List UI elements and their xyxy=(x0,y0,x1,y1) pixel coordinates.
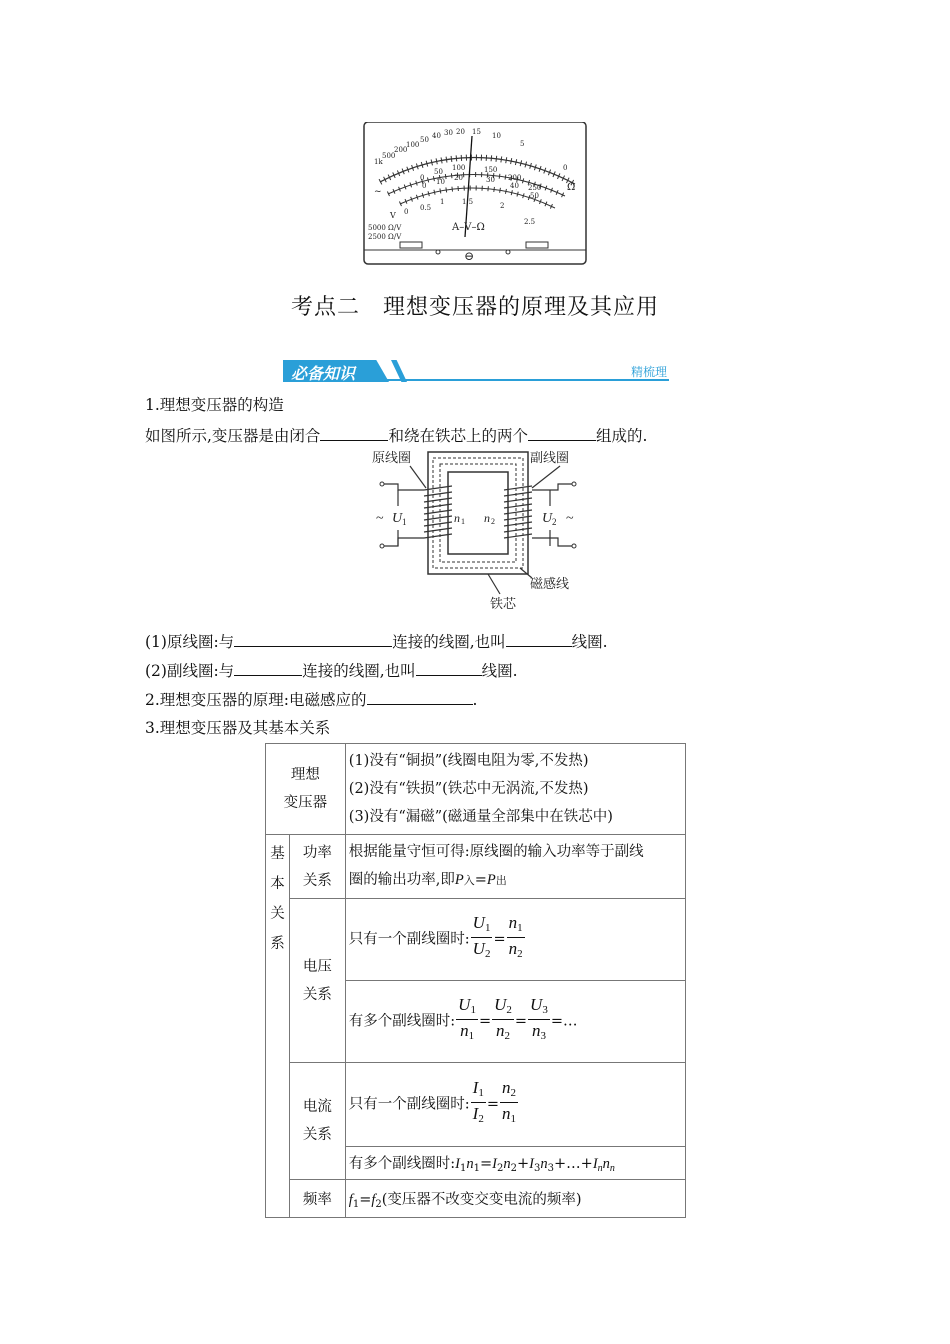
item2-b: . xyxy=(472,691,478,709)
subscript: n xyxy=(609,1163,615,1174)
meter-omega-label: Ω xyxy=(567,182,576,193)
subscript: 2 xyxy=(506,1004,512,1016)
meter-info-line-1: 5000 Ω/V xyxy=(368,224,402,232)
power-line-2: 关系 xyxy=(302,872,332,889)
n-symbol: n xyxy=(508,939,518,958)
power-text-line-2 xyxy=(349,866,685,895)
voltage-multi-cell xyxy=(345,981,685,1063)
ideal-transformer-label xyxy=(266,744,346,835)
answer-blank-primary-name[interactable] xyxy=(506,630,572,647)
tilde-left: ~ xyxy=(376,511,384,526)
meter-top-scale-label: 50 xyxy=(420,136,429,144)
n-symbol: n xyxy=(502,1104,511,1123)
current-line-2: 关系 xyxy=(302,1127,332,1143)
subscript: 2 xyxy=(504,1030,510,1042)
meter-low-scale-label: 1 xyxy=(440,198,445,206)
current-relation-label xyxy=(289,1063,345,1180)
ideal-condition-item: (1)没有“铜损”(线圈电阻为零,不发热) xyxy=(348,753,589,769)
subscript: 2 xyxy=(478,1113,484,1125)
meter-low-scale-label: 0.5 xyxy=(420,204,432,212)
subscript: 2 xyxy=(497,1163,504,1174)
subscript: 1 xyxy=(470,1004,476,1016)
item1-2-b: 连接的线圈,也叫 xyxy=(302,662,416,680)
meter-mid2-scale-label: 40 xyxy=(510,182,519,190)
subscript: 1 xyxy=(517,922,523,934)
subscript: 2 xyxy=(510,1163,518,1174)
meter-low-scale-label: 2.5 xyxy=(524,218,536,226)
voltage-ratio-u xyxy=(471,914,493,965)
item2 xyxy=(145,688,477,711)
meter-mid-scale-label: 250 xyxy=(528,184,542,192)
voltage-ratio-3 xyxy=(528,996,550,1047)
n1-subscript: 1 xyxy=(461,517,465,526)
item1-2 xyxy=(145,659,518,682)
meter-v-label: V xyxy=(390,211,396,220)
meter-top-scale-label: 40 xyxy=(432,132,441,140)
current-line-1: 电流 xyxy=(302,1099,332,1115)
voltage-relation-label xyxy=(289,899,345,1063)
meter-top-scale-label: 200 xyxy=(394,146,408,154)
tilde-right: ~ xyxy=(566,511,574,526)
subscript: 2 xyxy=(484,948,491,960)
voltage-line-2: 关系 xyxy=(302,986,332,1003)
n2-subscript: 2 xyxy=(491,517,495,526)
equals-sign: = xyxy=(486,1096,499,1113)
meter-top-scale-label: 15 xyxy=(472,128,481,136)
subscript: 1 xyxy=(473,1163,481,1174)
frequency-cell xyxy=(345,1180,685,1218)
meter-ground-symbol: ⊖ xyxy=(464,249,475,263)
power-p-in: P xyxy=(454,872,464,888)
subscript: 1 xyxy=(468,1030,475,1042)
current-single-text: 只有一个副线圈时: xyxy=(348,1096,470,1113)
meter-mid-scale-label: 150 xyxy=(484,166,498,174)
banner-accent-line xyxy=(383,379,669,381)
f-symbol: f xyxy=(348,1191,353,1208)
meter-top-scale-label: 100 xyxy=(406,141,420,149)
ideal-line-1: 理想 xyxy=(290,767,320,783)
item1-sentence-b: 和绕在铁芯上的两个 xyxy=(388,427,528,445)
knowledge-banner xyxy=(283,360,669,384)
u-symbol: U xyxy=(530,995,543,1014)
basic-char: 关 xyxy=(270,906,285,922)
n-symbol: n xyxy=(508,913,518,932)
current-ratio-n xyxy=(500,1079,518,1130)
current-multi-text: 有多个副线圈时: xyxy=(348,1156,456,1172)
subscript: 2 xyxy=(375,1198,382,1210)
i-symbol: I xyxy=(592,1156,598,1172)
meter-low-scale-label: 0 xyxy=(404,208,409,216)
power-text-prefix: 圈的输出功率,即 xyxy=(348,872,455,888)
voltage-single-text: 只有一个副线圈时: xyxy=(348,931,470,948)
item3-heading: 3.理想变压器及其基本关系 xyxy=(145,719,331,737)
voltage-ratio-2 xyxy=(492,996,514,1047)
equals-sign: = xyxy=(359,1191,372,1208)
basic-char: 基 xyxy=(270,846,285,862)
subscript: 3 xyxy=(542,1004,548,1016)
answer-blank-principle[interactable] xyxy=(367,688,473,705)
meter-low-scale-label: 1.5 xyxy=(462,198,474,206)
meter-top-scale-label: 5 xyxy=(520,140,525,148)
transformer-diagram xyxy=(370,444,590,616)
f-symbol: f xyxy=(371,1191,376,1208)
item1-sentence-a: 如图所示,变压器是由闭合 xyxy=(145,427,321,445)
frequency-text: (变压器不改变交变电流的频率) xyxy=(381,1191,582,1208)
meter-mid2-scale-label: 20 xyxy=(454,174,463,182)
meter-mid-scale-label: 100 xyxy=(452,164,466,172)
meter-info-line-2: 2500 Ω/V xyxy=(368,233,402,241)
current-single-cell xyxy=(345,1063,685,1147)
ellipsis: … xyxy=(566,1156,581,1172)
u-symbol: U xyxy=(494,995,507,1014)
banner-subtitle: 精梳理 xyxy=(630,365,667,379)
label-iron-core: 铁芯 xyxy=(490,597,517,612)
n-symbol: n xyxy=(503,1156,511,1172)
answer-blank-secondary-load[interactable] xyxy=(234,659,302,676)
item2-a: 2.理想变压器的原理:电磁感应的 xyxy=(145,691,367,709)
u-symbol: U xyxy=(458,995,471,1014)
meter-mid2-scale-label: 30 xyxy=(486,176,495,184)
item1-1-a: (1)原线圈:与 xyxy=(145,633,235,651)
label-secondary-coil: 副线圈 xyxy=(530,451,570,466)
i-symbol: I xyxy=(455,1156,461,1172)
u-symbol: U xyxy=(472,939,485,958)
power-equals: = xyxy=(474,872,487,888)
u-symbol: U xyxy=(472,913,485,932)
power-line-1: 功率 xyxy=(302,844,332,861)
banner-title: 必备知识 xyxy=(291,364,356,383)
subscript: 1 xyxy=(460,1163,467,1174)
current-ratio-i xyxy=(471,1079,486,1130)
answer-blank-coils[interactable] xyxy=(528,424,596,441)
meter-top-scale-label: 1k xyxy=(374,158,383,166)
n-symbol: n xyxy=(502,1078,511,1097)
meter-mid2-scale-label: 50 xyxy=(530,192,539,200)
meter-wave-label: ~ xyxy=(374,187,382,197)
current-multi-cell xyxy=(345,1147,685,1180)
n-symbol: n xyxy=(602,1156,610,1172)
i-symbol: I xyxy=(529,1156,535,1172)
meter-mid2-scale-label: 0 xyxy=(422,182,427,190)
u2-subscript: 2 xyxy=(552,517,557,527)
equals-sign: = xyxy=(480,1156,493,1172)
subscript: 2 xyxy=(510,1087,516,1099)
item1-1 xyxy=(145,630,608,653)
subscript: 1 xyxy=(478,1087,484,1099)
meter-mid-scale-label: 200 xyxy=(508,174,522,182)
answer-blank-primary-source[interactable] xyxy=(234,630,392,647)
item1-sentence-c: 组成的. xyxy=(595,427,648,445)
n-symbol: n xyxy=(540,1156,548,1172)
power-out-subscript: 出 xyxy=(495,874,507,887)
n-symbol: n xyxy=(460,1021,469,1040)
meter-top-scale-label: 20 xyxy=(456,128,465,136)
answer-blank-secondary-name[interactable] xyxy=(416,659,482,676)
power-relation-text xyxy=(345,835,685,899)
i-symbol: I xyxy=(472,1078,479,1097)
meter-mid-scale-label: 0 xyxy=(420,174,425,182)
equals-sign: = xyxy=(514,1013,528,1030)
subscript: 3 xyxy=(534,1163,541,1174)
frequency-label: 频率 xyxy=(289,1180,345,1218)
subscript: 1 xyxy=(352,1198,360,1210)
section-title: 考点二 理想变压器的原理及其应用 xyxy=(290,295,659,320)
meter-top-scale-label: 0 xyxy=(563,164,568,172)
voltage-multi-text: 有多个副线圈时: xyxy=(348,1013,456,1030)
meter-center-label: A–V–Ω xyxy=(452,222,485,233)
power-relation-label xyxy=(289,835,345,899)
n-symbol: n xyxy=(466,1156,474,1172)
item1-2-c: 线圈. xyxy=(481,662,518,680)
basic-relations-label xyxy=(266,835,290,1218)
meter-low-scale-label: 2 xyxy=(500,202,505,210)
basic-char: 本 xyxy=(270,876,285,892)
item1-1-b: 连接的线圈,也叫 xyxy=(392,633,506,651)
u2-symbol: U xyxy=(542,511,553,526)
item1-1-c: 线圈. xyxy=(571,633,608,651)
subscript: 3 xyxy=(540,1030,546,1042)
subscript: 3 xyxy=(547,1163,555,1174)
power-p-out: P xyxy=(486,872,496,888)
equals-sign: = xyxy=(478,1013,492,1030)
i-symbol: I xyxy=(472,1104,479,1123)
multimeter-figure xyxy=(360,122,590,268)
meter-top-scale-label: 500 xyxy=(382,152,396,160)
plus-sign: + xyxy=(517,1156,530,1172)
plus-sign: + xyxy=(554,1156,567,1172)
subscript: 1 xyxy=(510,1113,516,1125)
voltage-ratio-1 xyxy=(456,996,478,1047)
ideal-line-2: 变压器 xyxy=(283,795,328,811)
answer-blank-core[interactable] xyxy=(320,424,388,441)
label-flux-lines: 磁感线 xyxy=(530,577,570,592)
n-symbol: n xyxy=(496,1021,505,1040)
n1-symbol: n xyxy=(454,511,460,525)
relations-table xyxy=(265,743,686,1218)
item1-heading: 1.理想变压器的构造 xyxy=(145,396,284,414)
voltage-line-1: 电压 xyxy=(302,958,332,975)
basic-char: 系 xyxy=(270,936,285,952)
ideal-condition-item: (3)没有“漏磁”(磁通量全部集中在铁芯中) xyxy=(348,809,613,825)
meter-mid-scale-label: 50 xyxy=(434,168,443,176)
ideal-condition-item: (2)没有“铁损”(铁芯中无涡流,不发热) xyxy=(348,781,589,797)
subscript: 1 xyxy=(484,922,491,934)
voltage-single-cell xyxy=(345,899,685,981)
subscript: 2 xyxy=(517,948,523,960)
ideal-conditions xyxy=(345,744,685,835)
subscript: n xyxy=(597,1163,603,1174)
item1-2-a: (2)副线圈:与 xyxy=(145,662,235,680)
plus-sign: + xyxy=(580,1156,593,1172)
voltage-ellipsis: =… xyxy=(550,1013,578,1030)
u1-symbol: U xyxy=(392,511,403,526)
meter-top-scale-label: 30 xyxy=(444,129,453,137)
meter-top-scale-label: 10 xyxy=(492,132,501,140)
power-text-line-1: 根据能量守恒可得:原线圈的输入功率等于副线 xyxy=(348,844,644,860)
voltage-ratio-n xyxy=(507,914,525,965)
power-in-subscript: 入 xyxy=(463,874,475,887)
n-symbol: n xyxy=(531,1021,541,1040)
label-primary-coil: 原线圈 xyxy=(372,451,412,466)
i-symbol: I xyxy=(492,1156,498,1172)
meter-mid2-scale-label: 10 xyxy=(436,178,445,186)
equals-sign: = xyxy=(493,931,506,948)
n2-symbol: n xyxy=(484,511,490,525)
u1-subscript: 1 xyxy=(402,517,407,527)
